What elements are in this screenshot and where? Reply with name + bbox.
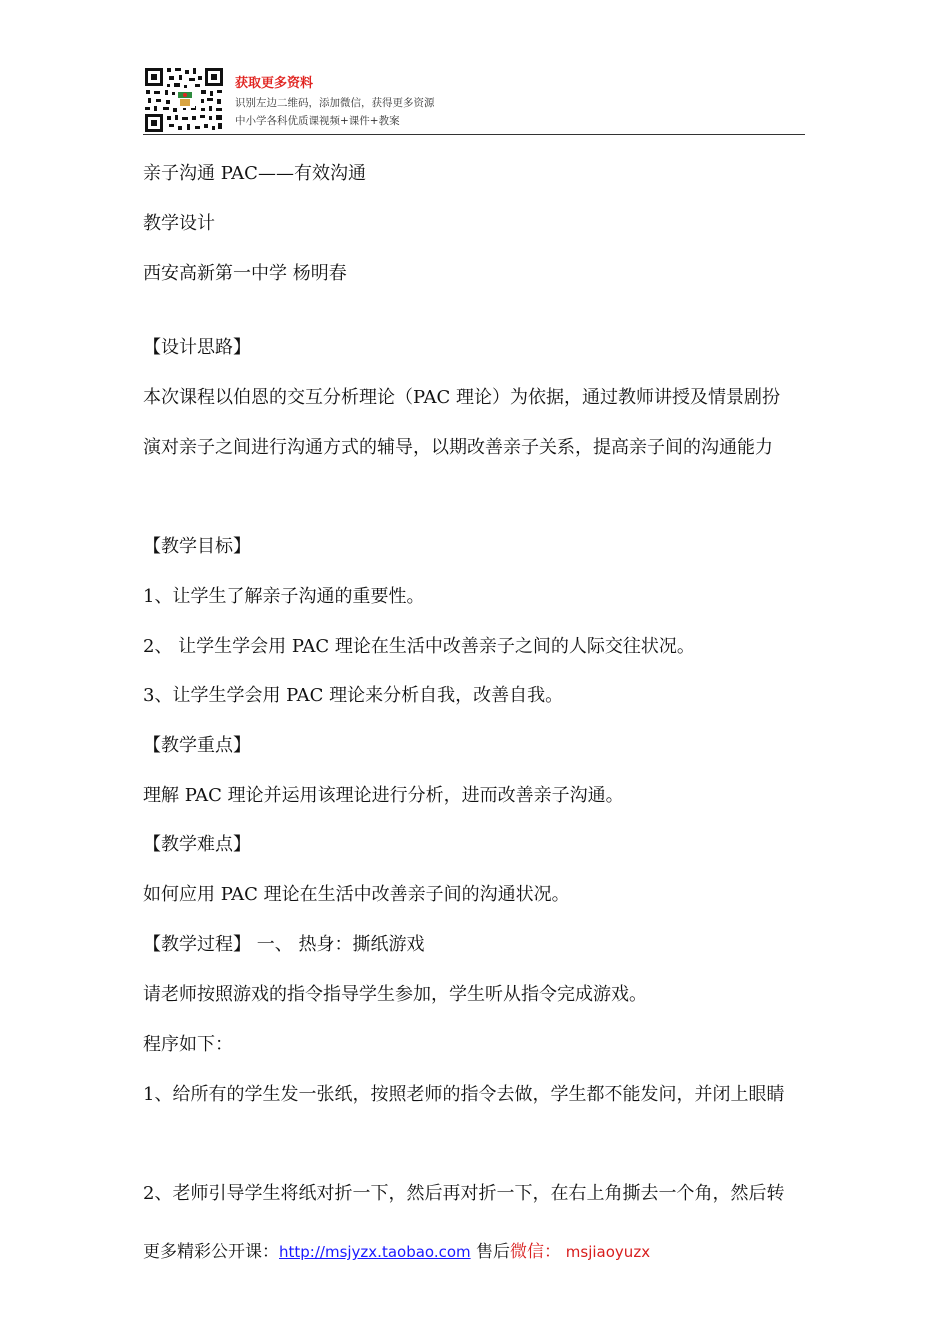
process-paragraph-1: 请老师按照游戏的指令指导学生参加，学生听从指令完成游戏。 (143, 984, 647, 1005)
goal-item-2: 2、 让学生学会用 PAC 理论在生活中改善亲子之间的人际交往状况。 (143, 636, 695, 657)
promo-line-1: 识别左边二维码，添加微信，获得更多资源 (235, 97, 435, 109)
process-step-2: 2、老师引导学生将纸对折一下，然后再对折一下，在右上角撕去一个角，然后转 (143, 1183, 785, 1204)
promo-header (143, 66, 805, 136)
key-points-text: 理解 PAC 理论并运用该理论进行分析，进而改善亲子沟通。 (143, 785, 624, 806)
goal-item-3: 3、让学生学会用 PAC 理论来分析自我，改善自我。 (143, 685, 564, 706)
store-link[interactable]: http://msjyzx.taobao.com (279, 1243, 471, 1261)
promo-line-2: 中小学各科优质课视频+课件+教案 (235, 115, 400, 127)
key-points-heading: 【教学重点】 (143, 735, 251, 756)
difficulty-heading: 【教学难点】 (143, 834, 251, 855)
doc-subtitle: 教学设计 (143, 213, 215, 234)
goal-item-1: 1、让学生了解亲子沟通的重要性。 (143, 586, 425, 607)
footer-wechat-id: msjiaoyuzx (561, 1243, 651, 1261)
difficulty-text: 如何应用 PAC 理论在生活中改善亲子间的沟通状况。 (143, 884, 570, 905)
footer-wechat-label: 微信： (510, 1242, 562, 1262)
qr-code-icon[interactable] (143, 66, 225, 134)
process-step-1: 1、给所有的学生发一张纸，按照老师的指令去做，学生都不能发问，并闭上眼睛 (143, 1084, 785, 1105)
goals-heading: 【教学目标】 (143, 536, 251, 557)
design-paragraph-line-2: 演对亲子之间进行沟通方式的辅导，以期改善亲子关系，提高亲子间的沟通能力 (143, 437, 773, 458)
promo-title: 获取更多资料 (235, 76, 314, 91)
process-paragraph-2: 程序如下： (143, 1034, 233, 1055)
promo-footer (143, 1240, 650, 1264)
doc-author: 西安高新第一中学 杨明春 (143, 263, 347, 284)
footer-prefix: 更多精彩公开课： (143, 1242, 279, 1262)
design-paragraph-line-1: 本次课程以伯恩的交互分析理论（PAC 理论）为依据，通过教师讲授及情景剧扮 (143, 387, 780, 408)
doc-title: 亲子沟通 PAC——有效沟通 (143, 163, 366, 184)
footer-after-sale: 售后 (470, 1242, 511, 1262)
header-divider (143, 134, 805, 135)
design-heading: 【设计思路】 (143, 337, 251, 358)
process-heading: 【教学过程】 一、 热身：撕纸游戏 (143, 934, 425, 955)
